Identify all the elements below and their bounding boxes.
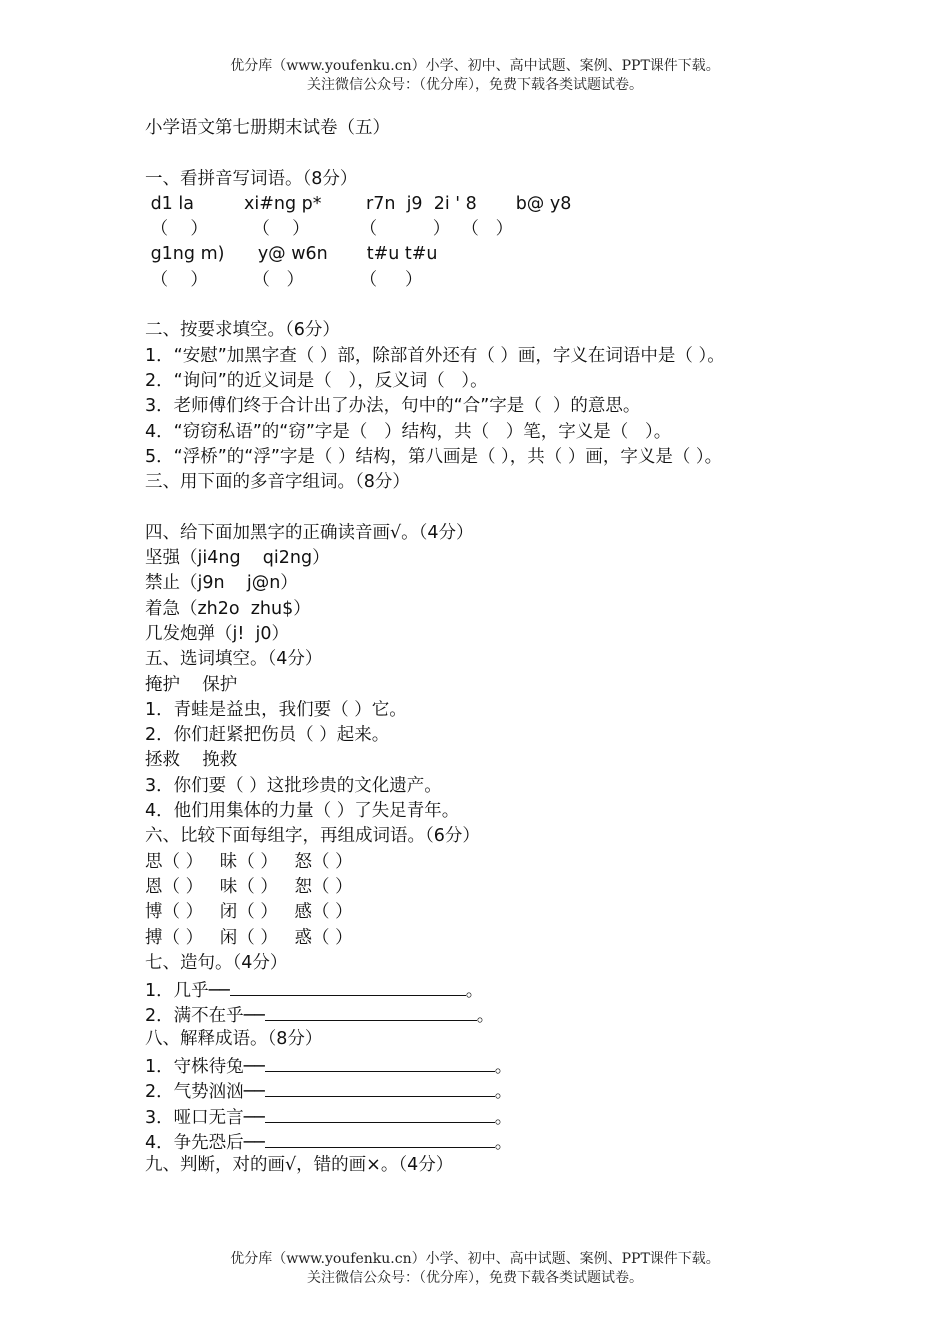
idiom-label: 3．哑口无言── <box>145 1107 265 1128</box>
sentence-item-1 <box>145 976 815 1001</box>
answer-blank <box>265 1001 477 1021</box>
footer-line-1: 优分库（www.youfenku.cn）小学、初中、高中试题、案例、PPT课件下载。 <box>230 1251 720 1267</box>
exam-title: 小学语文第七册期末试卷（五） <box>145 118 390 138</box>
word-choices-2: 拯救 挽救 <box>145 750 238 771</box>
page-header <box>0 57 950 95</box>
answer-paren-row-1: （ ） （ ） （ ） （ ） <box>145 219 514 240</box>
idiom-item <box>145 1077 815 1102</box>
answer-blank <box>230 976 466 996</box>
section-2 <box>145 318 815 470</box>
page-footer <box>0 1250 950 1288</box>
question-2-3: 3．老师傅们终于合计出了办法，句中的“合”字是（ ）的意思。 <box>145 396 641 417</box>
question-5-3: 3．你们要（ ）这批珍贵的文化遗产。 <box>145 775 442 796</box>
char-compare-row: 恩（ ） 味（ ） 恕（ ） <box>145 876 353 897</box>
period: 。 <box>465 981 484 1002</box>
word-choices-1: 掩护 保护 <box>145 674 238 695</box>
section-1 <box>145 167 815 293</box>
header-line-1: 优分库（www.youfenku.cn）小学、初中、高中试题、案例、PPT课件下载。 <box>230 58 720 74</box>
footer-line-2: 关注微信公众号：（优分库），免费下载各类试题试卷。 <box>307 1270 643 1286</box>
reading-item: 禁止（j9n j@n） <box>145 573 298 594</box>
answer-blank <box>265 1052 495 1072</box>
header-line-2: 关注微信公众号：（优分库），免费下载各类试题试卷。 <box>307 77 643 93</box>
idiom-label: 4．争先恐后── <box>145 1132 265 1153</box>
section-7-heading: 七、造句。（4分） <box>145 952 288 973</box>
char-compare-row: 搏（ ） 闲（ ） 惑（ ） <box>145 927 353 948</box>
section-8 <box>145 1027 815 1153</box>
pinyin-row-2: g1ng m) y@ w6n t#u t#u <box>145 244 438 265</box>
question-5-1: 1．青蛙是益虫，我们要（ ）它。 <box>145 699 407 720</box>
question-5-4: 4．他们用集体的力量（ ）了失足青年。 <box>145 801 460 822</box>
char-compare-row: 思（ ） 昧（ ） 怒（ ） <box>145 851 353 872</box>
idiom-item <box>145 1052 815 1077</box>
section-8-heading: 八、解释成语。（8分） <box>145 1028 323 1049</box>
sentence-label: 1．几乎── <box>145 981 230 1002</box>
period: 。 <box>494 1132 513 1153</box>
reading-item: 几发炮弹（j! j0） <box>145 623 289 644</box>
pinyin-row-1: d1 la xi#ng p* r7n j9 2i ' 8 b@ y8 <box>145 193 572 214</box>
reading-item: 坚强（ji4ng qi2ng） <box>145 548 330 569</box>
answer-blank <box>265 1103 495 1123</box>
question-2-2: 2．“询问”的近义词是（ ），反义词（ ）。 <box>145 370 488 391</box>
period: 。 <box>494 1107 513 1128</box>
sentence-item-2 <box>145 1001 815 1026</box>
answer-blank <box>265 1077 495 1097</box>
section-1-heading: 一、看拼音写词语。（8分） <box>145 168 358 189</box>
answer-paren-row-2: （ ） （ ） （ ） <box>145 269 423 290</box>
question-2-5: 5．“浮桥”的“浮”字是（ ）结构，第八画是（ ），共（ ）画，字义是（ ）。 <box>145 446 723 467</box>
idiom-item <box>145 1128 815 1153</box>
question-2-4: 4．“窃窃私语”的“窃”字是（ ）结构，共（ ）笔，字义是（ ）。 <box>145 421 672 442</box>
exam-content <box>145 116 815 1178</box>
section-5 <box>145 647 815 824</box>
sentence-label: 2．满不在乎── <box>145 1006 265 1027</box>
section-6 <box>145 824 815 950</box>
section-7 <box>145 951 815 1027</box>
char-compare-row: 博（ ） 闭（ ） 感（ ） <box>145 902 353 923</box>
section-4 <box>145 521 815 647</box>
question-5-2: 2．你们赶紧把伤员（ ）起来。 <box>145 725 390 746</box>
section-9-heading: 九、判断，对的画√，错的画×。（4分） <box>145 1155 454 1176</box>
idiom-label: 2．气势汹汹── <box>145 1082 265 1103</box>
section-2-heading: 二、按要求填空。（6分） <box>145 320 340 341</box>
period: 。 <box>476 1006 495 1027</box>
idiom-label: 1．守株待兔── <box>145 1056 265 1077</box>
question-2-1: 1．“安慰”加黑字查（ ）部，除部首外还有（ ）画，字义在词语中是（ ）。 <box>145 345 725 366</box>
reading-item: 着急（zh2o zhu$） <box>145 598 311 619</box>
period: 。 <box>494 1056 513 1077</box>
section-5-heading: 五、选词填空。（4分） <box>145 649 323 670</box>
section-4-heading: 四、给下面加黑字的正确读音画√。（4分） <box>145 522 474 543</box>
answer-blank <box>265 1128 495 1148</box>
section-6-heading: 六、比较下面每组字，再组成词语。（6分） <box>145 826 480 847</box>
idiom-item <box>145 1103 815 1128</box>
section-3-heading: 三、用下面的多音字组词。（8分） <box>145 472 410 493</box>
period: 。 <box>494 1082 513 1103</box>
